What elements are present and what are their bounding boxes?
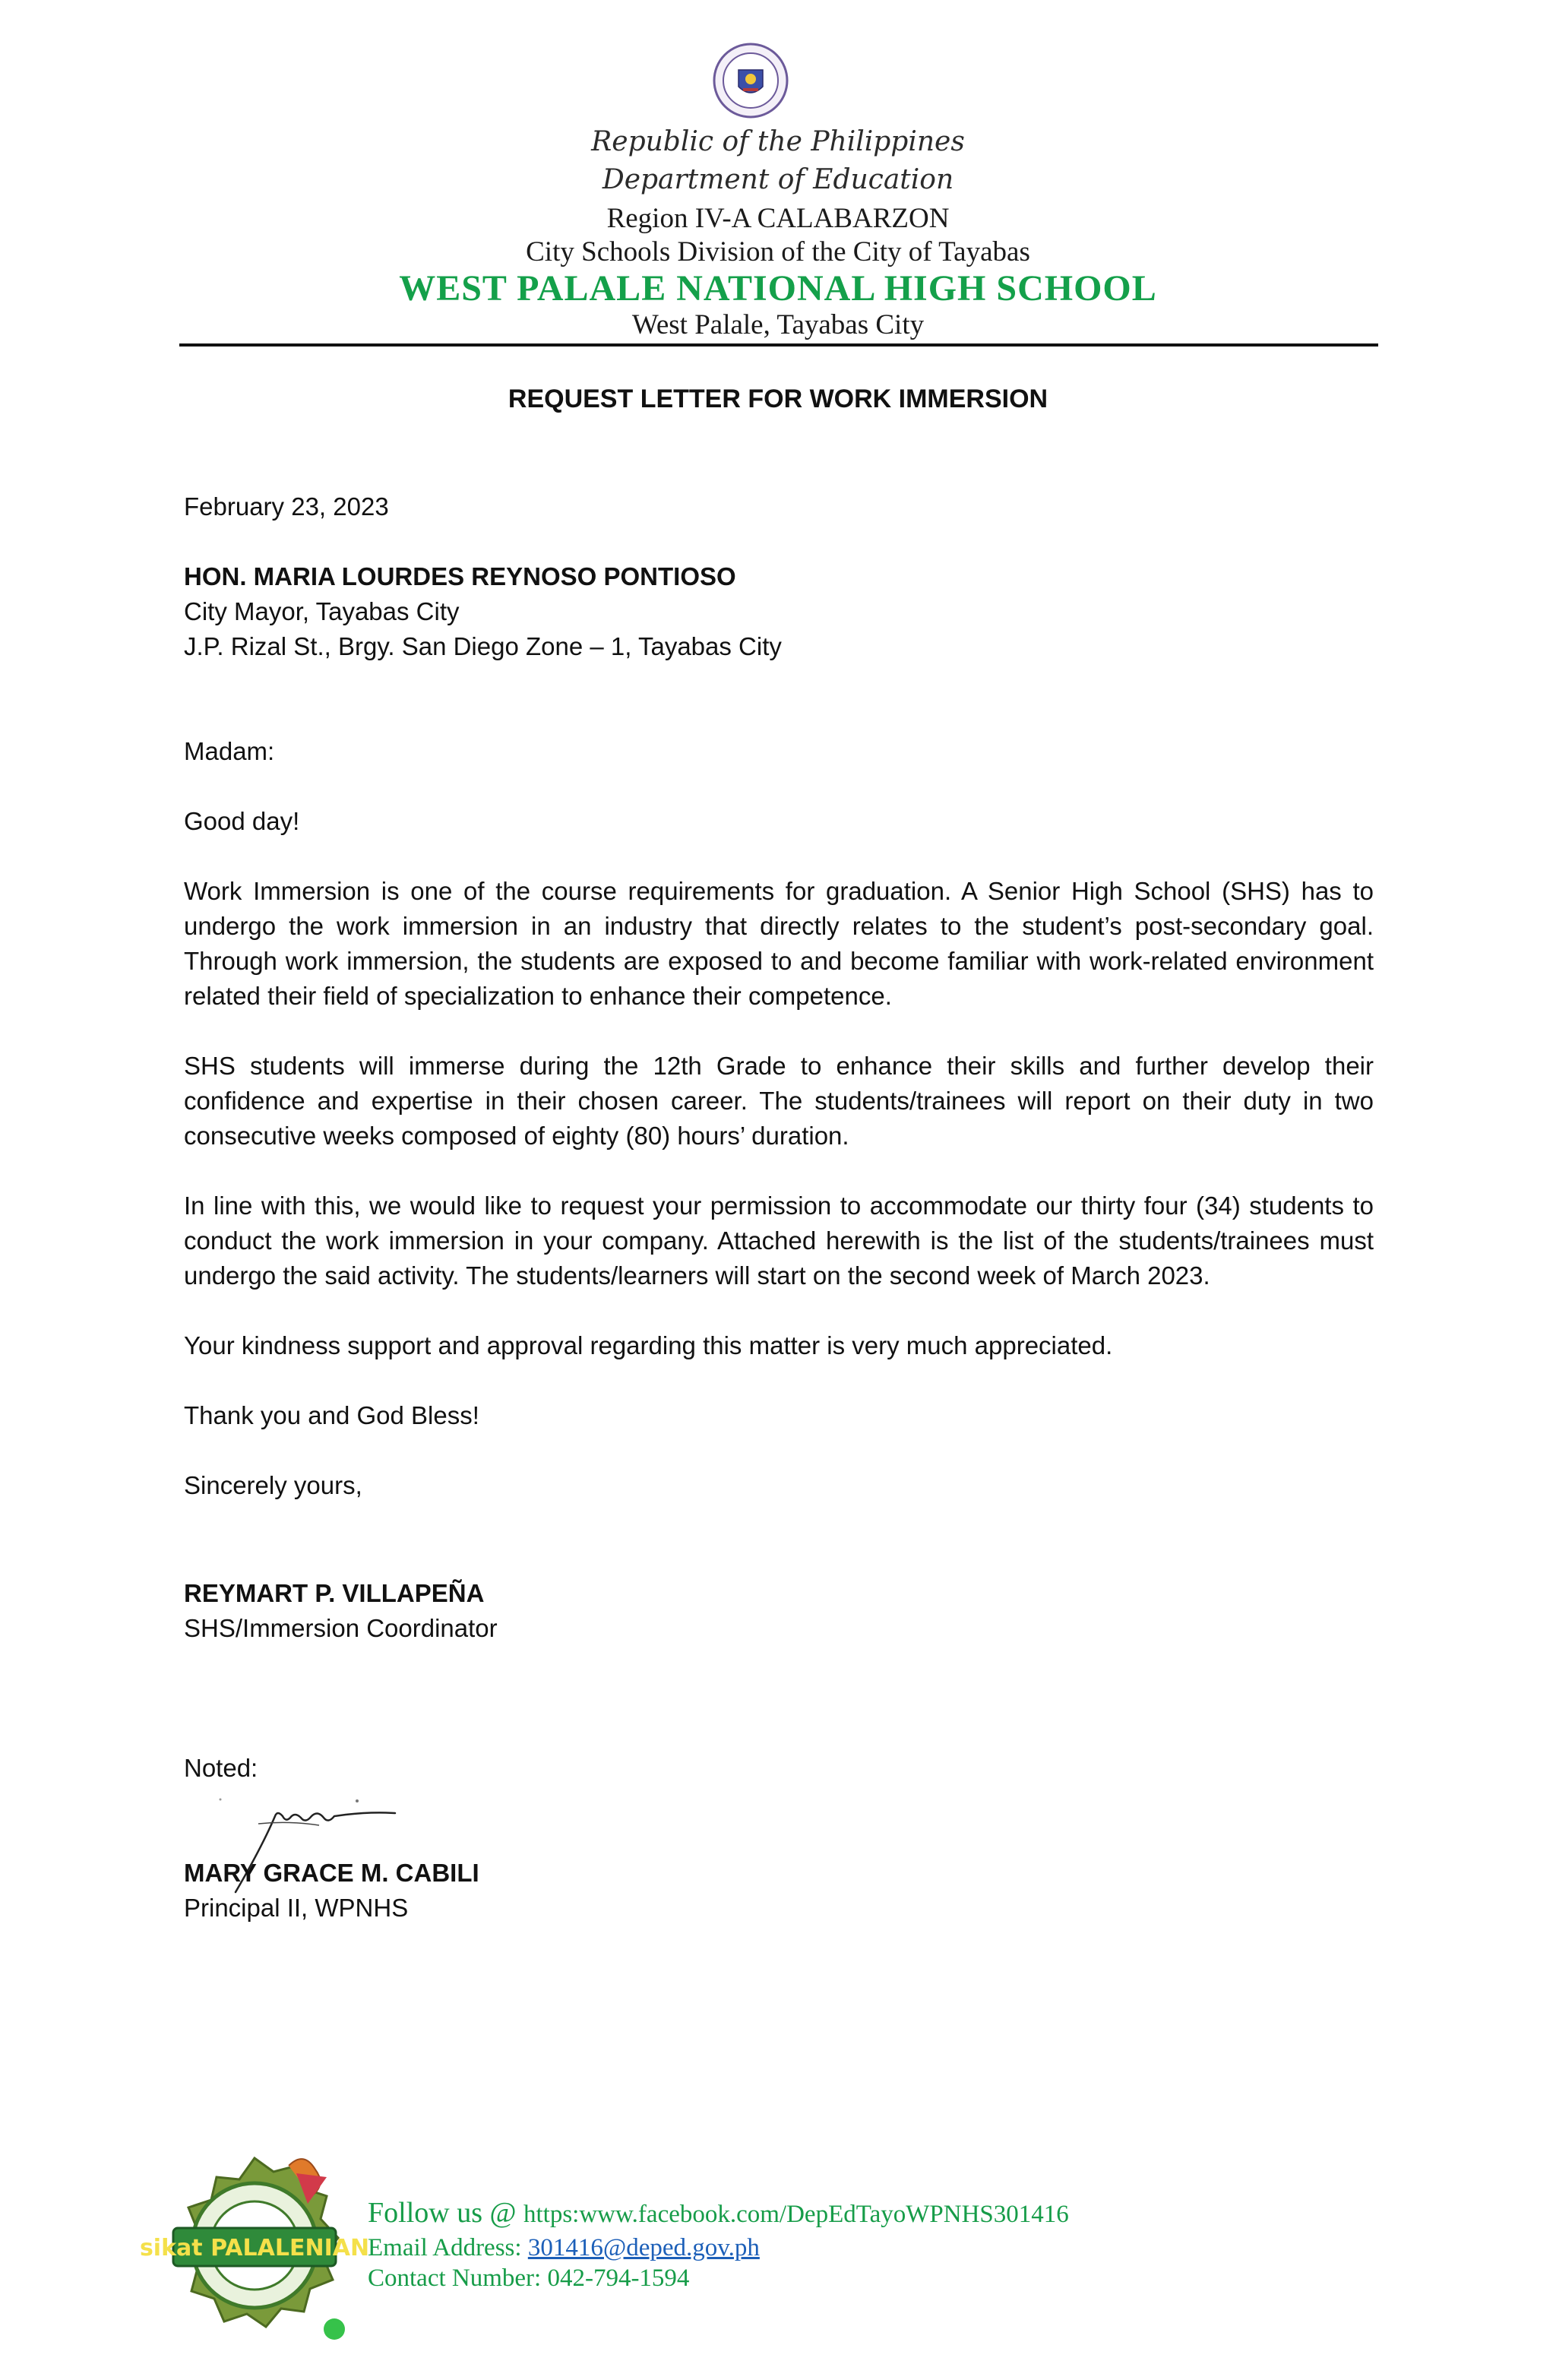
body-paragraph-2: SHS students will immerse during the 12th Grade to enhance their skills and further develop their confidence and expertise in their chosen career. The students/trainees will report on their duty in two consecutive weeks composed of eighty (80) hours’ duration. <box>184 1052 1374 1150</box>
header-region: Region IV-A CALABARZON <box>606 203 950 234</box>
school-name: WEST PALALE NATIONAL HIGH SCHOOL <box>399 268 1157 309</box>
footer-contact <box>368 2264 689 2293</box>
contact-label: Contact Number: <box>368 2264 542 2292</box>
footer-email <box>368 2234 760 2262</box>
school-logo-icon <box>139 2143 370 2348</box>
school-address: West Palale, Tayabas City <box>631 309 925 340</box>
deped-seal-icon <box>713 43 789 119</box>
body-paragraph-4: Your kindness support and approval regarding this matter is very much appreciated. <box>184 1331 1113 1359</box>
noted-label: Noted: <box>184 1754 258 1782</box>
signatory-position: SHS/Immersion Coordinator <box>184 1614 498 1642</box>
greeting: Good day! <box>184 807 300 835</box>
signatory-name: REYMART P. VILLAPEÑA <box>184 1579 485 1607</box>
email-label: Email Address: <box>368 2234 522 2261</box>
recipient-name: HON. MARIA LOURDES REYNOSO PONTIOSO <box>184 562 736 590</box>
noted-by-name: MARY GRACE M. CABILI <box>184 1859 479 1887</box>
header-divider <box>179 343 1378 347</box>
header-department: Department of Education <box>602 164 954 195</box>
letter-title: REQUEST LETTER FOR WORK IMMERSION <box>508 385 1048 413</box>
contact-number: 042-794-1594 <box>547 2264 690 2292</box>
follow-label: Follow us @ <box>368 2197 517 2229</box>
footer-follow <box>368 2196 1069 2230</box>
body-paragraph-3: In line with this, we would like to request your permission to accommodate our thirty four (34) students to conduct the work immersion in your company. Attached herewith is the list of the students/trainees must undergo the said activity. The students/learners will start on the second week of March 2023. <box>184 1192 1374 1290</box>
header-republic: Republic of the Philippines <box>591 126 965 157</box>
thanks-line: Thank you and God Bless! <box>184 1401 479 1429</box>
letter-date: February 23, 2023 <box>184 492 389 521</box>
header-division: City Schools Division of the City of Tayabas <box>526 236 1030 267</box>
email-link[interactable]: 301416@deped.gov.ph <box>527 2234 760 2261</box>
salutation: Madam: <box>184 737 275 765</box>
noted-by-position: Principal II, WPNHS <box>184 1894 409 1922</box>
logo-text: sikat PALALENIAN <box>139 2235 370 2261</box>
closing-line: Sincerely yours, <box>184 1471 362 1499</box>
facebook-link[interactable]: https:www.facebook.com/DepEdTayoWPNHS301416 <box>523 2201 1069 2228</box>
recipient-address: J.P. Rizal St., Brgy. San Diego Zone – 1, Tayabas City <box>184 632 782 660</box>
body-paragraph-1: Work Immersion is one of the course requirements for graduation. A Senior High School (SHS) has to undergo the work immersion in an industry that directly relates to the student’s post-secondary goal. Through work immersion, the students are exposed to and become familiar with work-related environment related their field of specialization to enhance their competence. <box>184 877 1374 1010</box>
recipient-position: City Mayor, Tayabas City <box>184 597 460 625</box>
